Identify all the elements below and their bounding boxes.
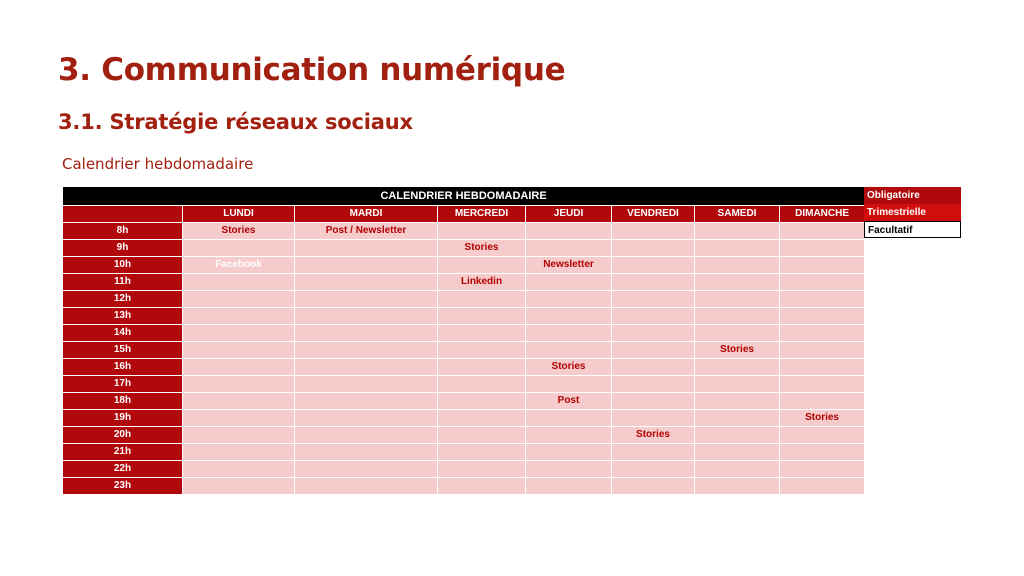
schedule-cell <box>780 325 865 342</box>
schedule-cell <box>526 410 612 427</box>
schedule-cell <box>295 274 438 291</box>
hour-label: 23h <box>63 478 183 495</box>
schedule-cell <box>438 461 526 478</box>
schedule-cell <box>183 359 295 376</box>
hour-row <box>63 376 865 393</box>
schedule-cell <box>295 308 438 325</box>
hour-row <box>63 478 865 495</box>
schedule-cell <box>612 308 695 325</box>
section-subtitle: 3.1. Stratégie réseaux sociaux <box>58 110 413 134</box>
weekly-calendar-table <box>62 187 865 495</box>
schedule-cell <box>612 291 695 308</box>
hour-row <box>63 325 865 342</box>
schedule-cell <box>183 393 295 410</box>
schedule-cell <box>295 291 438 308</box>
schedule-cell <box>695 325 780 342</box>
schedule-cell: Facebook <box>183 257 295 274</box>
schedule-cell <box>295 240 438 257</box>
schedule-cell <box>183 291 295 308</box>
schedule-cell <box>695 410 780 427</box>
schedule-cell <box>295 325 438 342</box>
calendar-caption: Calendrier hebdomadaire <box>62 155 254 173</box>
schedule-cell <box>295 359 438 376</box>
day-header: DIMANCHE <box>780 206 865 223</box>
schedule-cell <box>612 393 695 410</box>
schedule-cell <box>295 427 438 444</box>
schedule-cell: Stories <box>438 240 526 257</box>
hour-row <box>63 308 865 325</box>
day-header: SAMEDI <box>695 206 780 223</box>
day-header: LUNDI <box>183 206 295 223</box>
schedule-cell <box>526 376 612 393</box>
schedule-cell <box>295 257 438 274</box>
schedule-cell: Newsletter <box>526 257 612 274</box>
hour-label: 19h <box>63 410 183 427</box>
schedule-cell <box>695 461 780 478</box>
hour-label: 22h <box>63 461 183 478</box>
schedule-cell <box>183 308 295 325</box>
schedule-cell <box>695 291 780 308</box>
hour-label: 13h <box>63 308 183 325</box>
schedule-cell <box>526 274 612 291</box>
schedule-cell <box>780 359 865 376</box>
schedule-cell <box>438 291 526 308</box>
day-header: VENDREDI <box>612 206 695 223</box>
hour-row <box>63 444 865 461</box>
legend-trimestrielle: Trimestrielle <box>864 204 961 221</box>
schedule-cell <box>695 393 780 410</box>
schedule-cell <box>183 274 295 291</box>
hour-row <box>63 393 865 410</box>
schedule-cell <box>612 223 695 240</box>
schedule-cell <box>780 444 865 461</box>
day-header: MERCREDI <box>438 206 526 223</box>
schedule-cell <box>438 427 526 444</box>
schedule-cell <box>295 393 438 410</box>
schedule-cell <box>695 427 780 444</box>
schedule-cell <box>612 274 695 291</box>
hour-row <box>63 257 865 274</box>
day-header: MARDI <box>295 206 438 223</box>
schedule-cell <box>295 444 438 461</box>
schedule-cell <box>183 325 295 342</box>
schedule-cell: Post / Newsletter <box>295 223 438 240</box>
schedule-cell <box>780 376 865 393</box>
schedule-cell <box>183 444 295 461</box>
schedule-cell <box>526 291 612 308</box>
schedule-cell <box>695 308 780 325</box>
schedule-cell <box>612 342 695 359</box>
schedule-cell <box>183 240 295 257</box>
schedule-cell <box>183 478 295 495</box>
hour-label: 21h <box>63 444 183 461</box>
schedule-cell <box>780 223 865 240</box>
schedule-cell <box>780 393 865 410</box>
legend-obligatoire: Obligatoire <box>864 187 961 204</box>
corner-cell <box>63 206 183 223</box>
schedule-cell <box>526 461 612 478</box>
schedule-cell <box>695 359 780 376</box>
schedule-cell <box>438 444 526 461</box>
hour-label: 17h <box>63 376 183 393</box>
schedule-cell <box>438 359 526 376</box>
schedule-cell: Stories <box>526 359 612 376</box>
hour-label: 16h <box>63 359 183 376</box>
hour-row <box>63 410 865 427</box>
schedule-cell <box>183 461 295 478</box>
schedule-cell <box>780 308 865 325</box>
hour-row <box>63 359 865 376</box>
schedule-cell: Stories <box>612 427 695 444</box>
legend <box>864 187 961 238</box>
schedule-cell: Linkedin <box>438 274 526 291</box>
schedule-cell <box>526 444 612 461</box>
schedule-cell <box>612 257 695 274</box>
schedule-cell <box>526 308 612 325</box>
hour-row <box>63 274 865 291</box>
schedule-cell <box>780 478 865 495</box>
schedule-cell <box>695 478 780 495</box>
hour-label: 8h <box>63 223 183 240</box>
schedule-cell <box>695 223 780 240</box>
schedule-cell <box>695 257 780 274</box>
schedule-cell <box>526 427 612 444</box>
hour-label: 15h <box>63 342 183 359</box>
schedule-cell <box>526 325 612 342</box>
hour-label: 9h <box>63 240 183 257</box>
schedule-cell <box>183 410 295 427</box>
schedule-cell <box>295 342 438 359</box>
schedule-cell <box>526 223 612 240</box>
schedule-cell <box>183 376 295 393</box>
hour-row <box>63 342 865 359</box>
schedule-cell <box>780 291 865 308</box>
schedule-cell <box>295 461 438 478</box>
day-header: JEUDI <box>526 206 612 223</box>
schedule-cell <box>438 478 526 495</box>
schedule-cell <box>295 410 438 427</box>
schedule-cell <box>612 461 695 478</box>
schedule-cell <box>780 342 865 359</box>
hour-row <box>63 223 865 240</box>
schedule-cell <box>612 410 695 427</box>
schedule-cell <box>526 342 612 359</box>
hour-row <box>63 291 865 308</box>
schedule-cell <box>438 376 526 393</box>
schedule-cell <box>780 274 865 291</box>
schedule-cell <box>526 240 612 257</box>
hour-label: 11h <box>63 274 183 291</box>
hour-row <box>63 427 865 444</box>
schedule-cell <box>612 359 695 376</box>
schedule-cell <box>612 376 695 393</box>
schedule-cell <box>612 444 695 461</box>
schedule-cell <box>438 223 526 240</box>
hour-label: 18h <box>63 393 183 410</box>
schedule-cell <box>612 325 695 342</box>
schedule-cell <box>295 376 438 393</box>
schedule-cell <box>438 325 526 342</box>
schedule-cell <box>780 240 865 257</box>
schedule-cell <box>612 478 695 495</box>
legend-facultatif: Facultatif <box>864 221 961 238</box>
schedule-cell: Post <box>526 393 612 410</box>
schedule-cell <box>526 478 612 495</box>
hour-label: 10h <box>63 257 183 274</box>
hour-row <box>63 240 865 257</box>
schedule-cell <box>695 274 780 291</box>
calendar-banner: CALENDRIER HEBDOMADAIRE <box>63 187 865 206</box>
schedule-cell <box>438 393 526 410</box>
schedule-cell <box>780 427 865 444</box>
schedule-cell <box>438 410 526 427</box>
schedule-cell <box>183 342 295 359</box>
schedule-cell <box>612 240 695 257</box>
schedule-cell <box>438 308 526 325</box>
schedule-cell <box>183 427 295 444</box>
schedule-cell: Stories <box>183 223 295 240</box>
schedule-cell: Stories <box>780 410 865 427</box>
schedule-cell <box>780 461 865 478</box>
schedule-cell <box>695 376 780 393</box>
schedule-cell <box>295 478 438 495</box>
hour-label: 14h <box>63 325 183 342</box>
schedule-cell <box>780 257 865 274</box>
hour-label: 20h <box>63 427 183 444</box>
schedule-cell <box>695 444 780 461</box>
hour-row <box>63 461 865 478</box>
schedule-cell <box>438 342 526 359</box>
schedule-cell <box>438 257 526 274</box>
hour-label: 12h <box>63 291 183 308</box>
schedule-cell: Stories <box>695 342 780 359</box>
page-title: 3. Communication numérique <box>58 52 566 88</box>
schedule-cell <box>695 240 780 257</box>
